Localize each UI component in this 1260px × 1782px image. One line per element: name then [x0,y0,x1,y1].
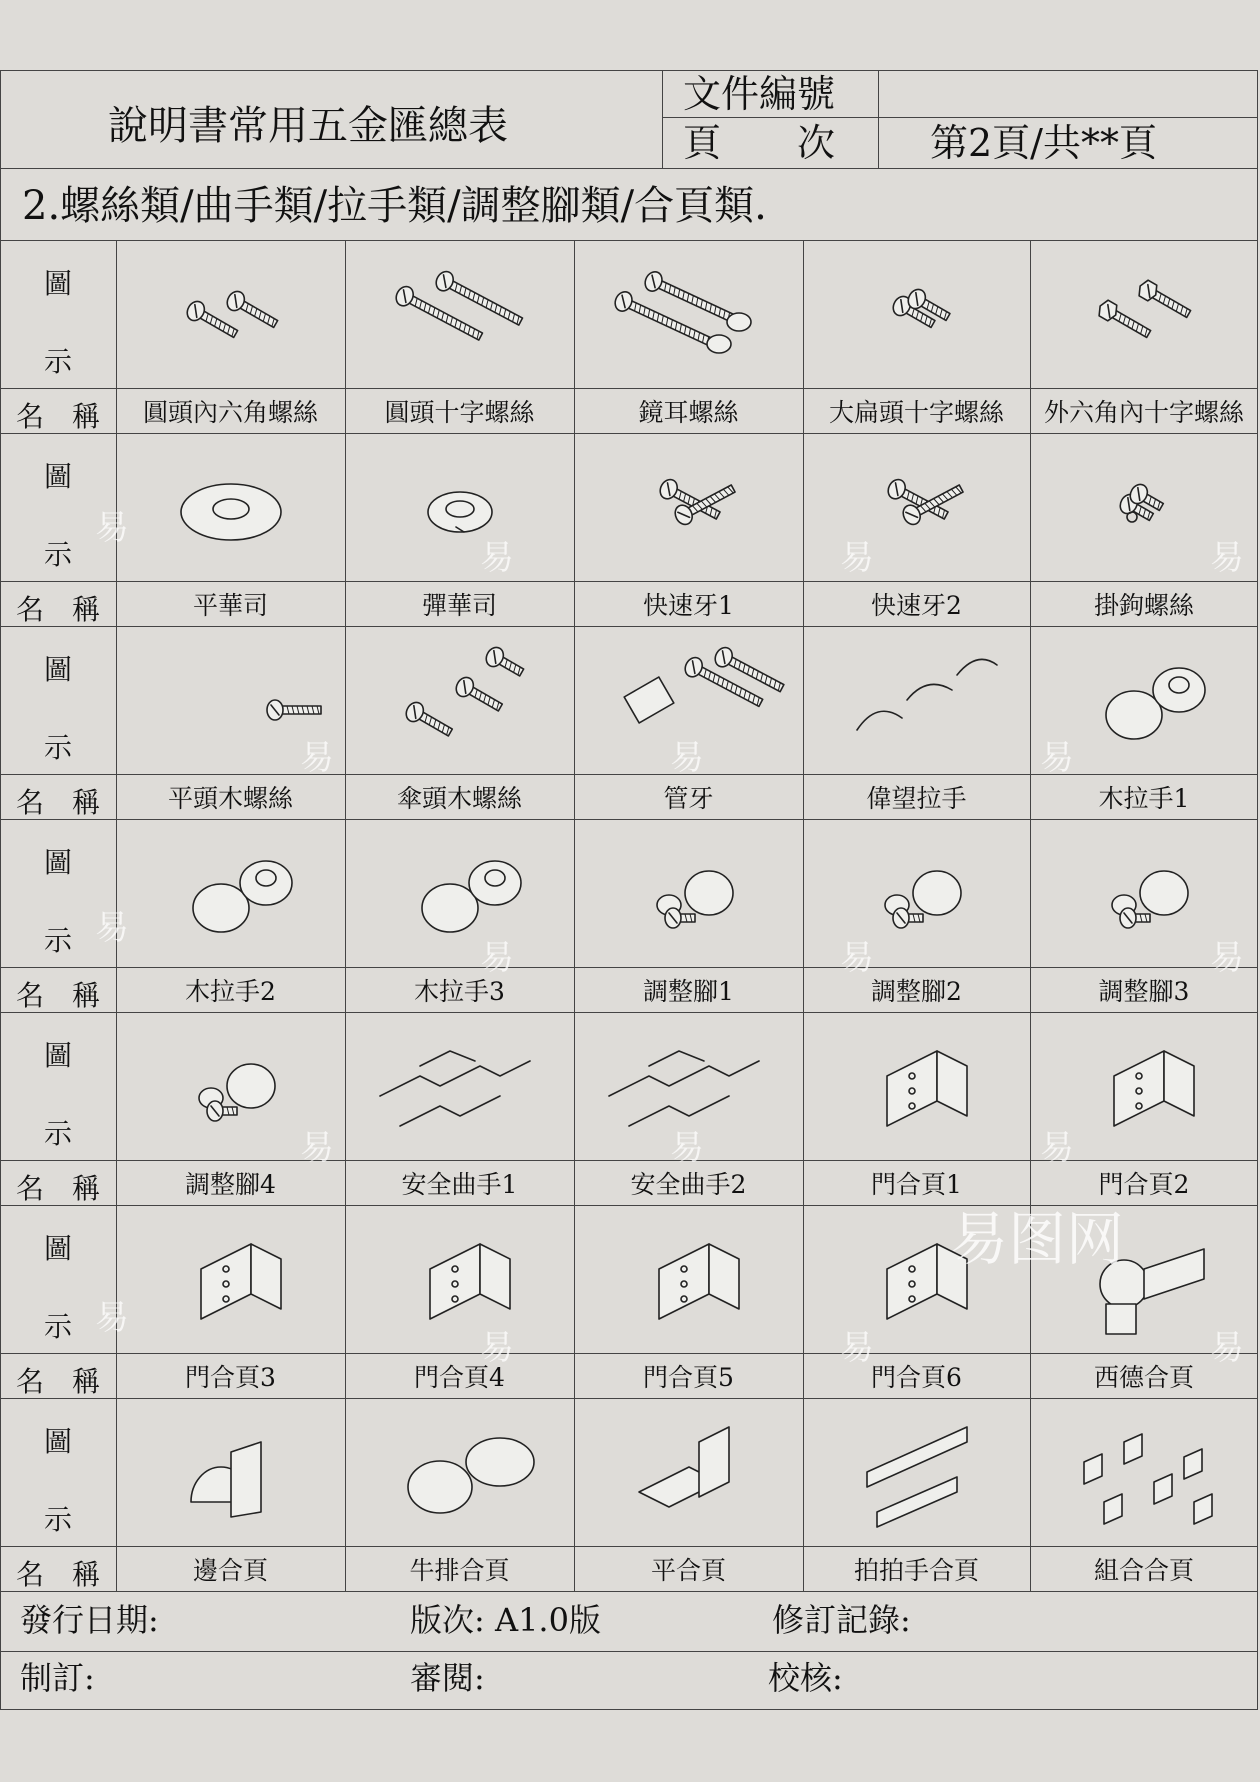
hook-screw-icon [1044,437,1244,577]
page-value: 第2頁/共**頁 [930,121,1157,165]
door-hinge-icon [817,1016,1017,1156]
reviewed-label: 審閱: [410,1659,485,1697]
door-hinge-icon [589,1209,789,1349]
hex-phillips-screw-icon [1044,244,1244,384]
hardware-name: 拍拍手合頁 [853,1555,979,1585]
name-row-label: 名 稱 [15,1365,100,1398]
hardware-name: 平華司 [192,590,268,620]
pipe-thread-icon [589,630,789,770]
hardware-name: 調整腳4 [185,1169,276,1199]
watermark-char: 易 [1210,538,1244,578]
watermark-char: 易 [95,1298,129,1338]
phillips-round-screw-icon [360,244,560,384]
version-label: 版次: A1.0版 [410,1601,601,1639]
watermark-char: 易 [95,908,129,948]
hardware-name: 大扁頭十字螺絲 [828,397,1004,427]
hardware-name: 門合頁6 [871,1362,962,1392]
page-label: 頁 次 [683,121,836,165]
hardware-name: 牛排合頁 [409,1555,510,1585]
hardware-name: 木拉手2 [185,976,276,1006]
hardware-name: 掛鉤螺絲 [1093,590,1194,620]
hardware-name: 門合頁1 [871,1169,962,1199]
hardware-name: 組合合頁 [1093,1555,1194,1585]
hardware-name: 木拉手3 [414,976,505,1006]
watermark-char: 易 [480,538,514,578]
watermark-char: 易 [670,1128,704,1168]
hardware-name: 圓頭十字螺絲 [384,397,535,427]
name-row-label: 名 稱 [15,593,100,626]
image-row-label: 圖 [43,1425,72,1458]
hardware-name: 調整腳1 [643,976,734,1006]
hardware-name: 快速牙1 [643,590,734,620]
watermark-char: 易 [840,1328,874,1368]
image-row-label: 示 [43,345,72,378]
hardware-name: 門合頁4 [414,1362,505,1392]
hardware-name: 西德合頁 [1093,1362,1194,1392]
hardware-name: 門合頁5 [643,1362,734,1392]
combination-hinge-icon [1044,1402,1244,1542]
hardware-name: 平頭木螺絲 [167,783,293,813]
name-row-label: 名 稱 [15,979,100,1012]
safety-stay-icon [589,1016,789,1156]
hardware-name: 木拉手1 [1098,783,1190,813]
image-row-label: 示 [43,1310,72,1343]
leveling-foot-icon [817,823,1017,963]
hardware-name: 圓頭內六角螺絲 [142,397,318,427]
watermark-char: 易 [480,1328,514,1368]
sheet-title: 說明書常用五金匯總表 [108,103,508,149]
image-row-label: 圖 [43,1232,72,1265]
spring-washer-icon [360,437,560,577]
hardware-name: 管牙 [663,783,714,813]
revision-label: 修訂記錄: [772,1601,911,1639]
safety-stay-icon [360,1016,560,1156]
umbrella-head-wood-screw-icon [360,630,560,770]
watermark-char: 易 [1040,1128,1074,1168]
image-row-label: 示 [43,538,72,571]
side-hinge-icon [131,1402,331,1542]
image-row-label: 示 [43,1503,72,1536]
image-row-label: 圖 [43,846,72,879]
push-latch-hinge-icon [817,1402,1017,1542]
hardware-name: 彈華司 [421,590,497,620]
hardware-name: 偉望拉手 [866,783,967,813]
checked-label: 校核: [768,1659,843,1697]
leveling-foot-icon [131,1016,331,1156]
door-hinge-icon [131,1209,331,1349]
leveling-foot-icon [589,823,789,963]
hex-socket-screw-icon [131,244,331,384]
image-row-label: 示 [43,924,72,957]
bow-handle-icon [817,630,1017,770]
wood-knob-icon [1044,630,1244,770]
watermark-char: 易 [840,938,874,978]
wood-knob-icon [360,823,560,963]
hardware-name: 安全曲手2 [630,1169,747,1199]
watermark-char: 易 [300,1128,334,1168]
name-row-label: 名 稱 [15,1558,100,1591]
image-row-label: 圖 [43,460,72,493]
image-row-label: 示 [43,1117,72,1150]
watermark-char: 易 [1210,1328,1244,1368]
doc-number-label: 文件編號 [683,72,836,116]
flat-hinge-icon [589,1402,789,1542]
image-row-label: 圖 [43,653,72,686]
hardware-name: 調整腳3 [1098,976,1190,1006]
watermark-char: 易 [1040,738,1074,778]
eye-bolt-icon [589,244,789,384]
hardware-name: 門合頁2 [1098,1169,1190,1199]
image-row-label: 圖 [43,267,72,300]
watermark-char: 易 [480,938,514,978]
door-hinge-icon [360,1209,560,1349]
flat-washer-icon [131,437,331,577]
leveling-foot-icon [1044,823,1244,963]
hardware-name: 傘頭木螺絲 [396,783,522,813]
section-title: 2.螺絲類/曲手類/拉手類/調整腳類/合頁類. [22,183,767,229]
flat-head-wood-screw-icon [131,630,331,770]
issue-date-label: 發行日期: [20,1601,159,1639]
brand-watermark: 易图网 [950,1205,1125,1273]
watermark-char: 易 [1210,938,1244,978]
door-hinge-icon [1044,1016,1244,1156]
watermark-char: 易 [95,508,129,548]
name-row-label: 名 稱 [15,400,100,433]
name-row-label: 名 稱 [15,1172,100,1205]
wood-knob-icon [131,823,331,963]
hardware-name: 鏡耳螺絲 [638,397,739,427]
prepared-label: 制訂: [20,1659,95,1697]
hardware-name: 外六角內十字螺絲 [1043,397,1244,427]
hardware-name: 平合頁 [650,1555,726,1585]
hardware-name: 邊合頁 [192,1555,268,1585]
watermark-char: 易 [300,738,334,778]
hardware-name: 調整腳2 [871,976,962,1006]
image-row-label: 圖 [43,1039,72,1072]
name-row-label: 名 稱 [15,786,100,819]
image-row-label: 示 [43,731,72,764]
round-hinge-icon [360,1402,560,1542]
flat-head-screw-icon [817,244,1017,384]
hardware-name: 安全曲手1 [401,1169,518,1199]
quick-thread-screw-icon [589,437,789,577]
quick-thread-screw-icon [817,437,1017,577]
hardware-name: 快速牙2 [871,590,962,620]
watermark-char: 易 [840,538,874,578]
hardware-name: 門合頁3 [185,1362,276,1392]
watermark-char: 易 [670,738,704,778]
